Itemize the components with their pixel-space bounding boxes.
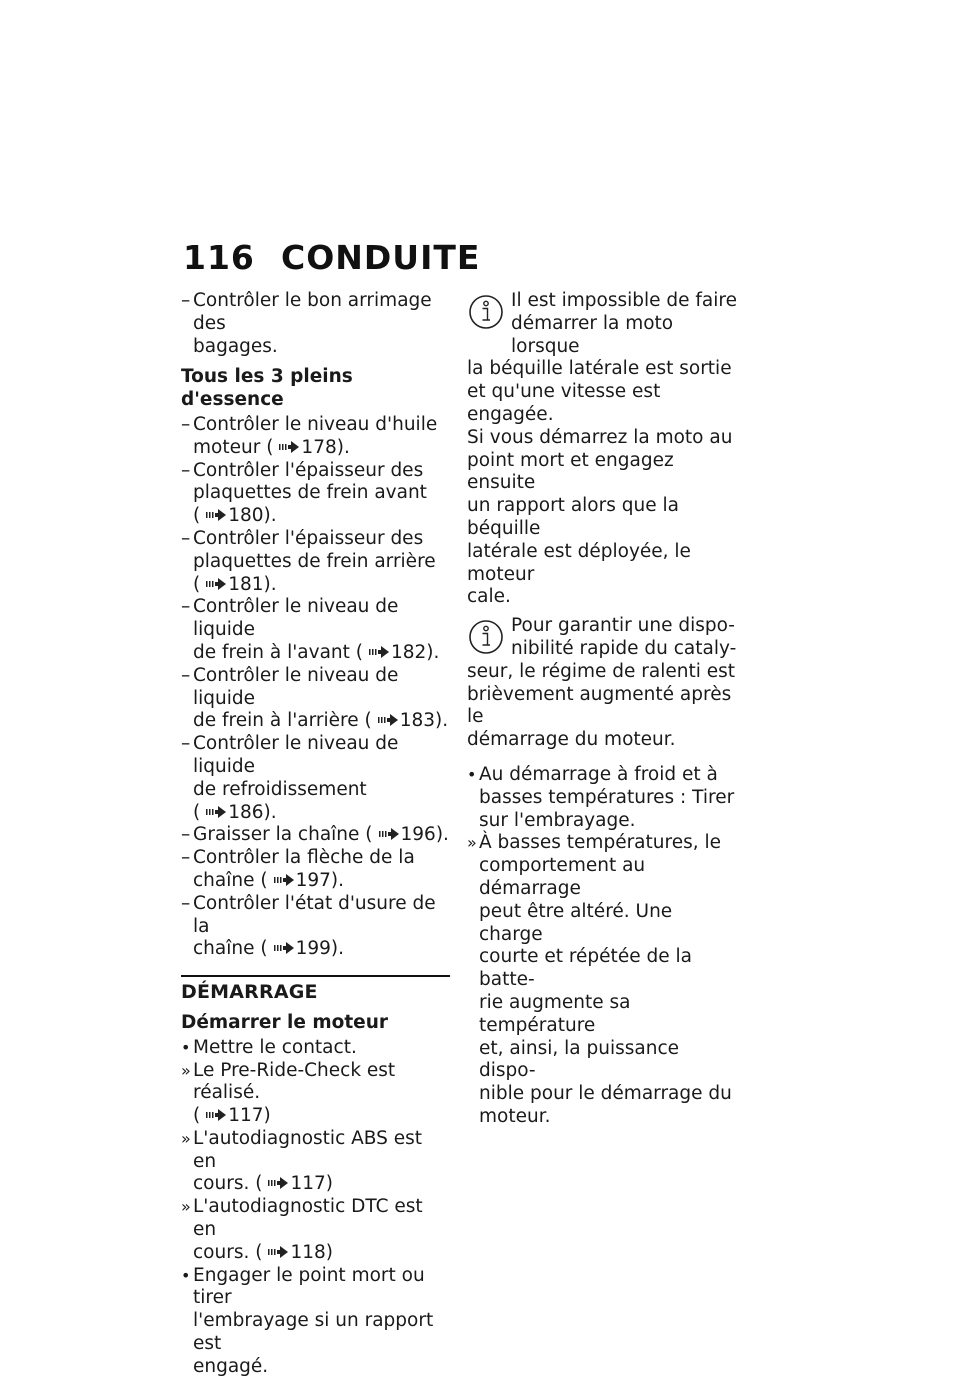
list-item: • Au démarrage à froid et à basses températures : Tirer sur l'embrayage. — [467, 763, 735, 831]
list-item: » Le Pre-Ride-Check est réalisé. ( 117) — [181, 1059, 396, 1127]
subheading-start-engine: Démarrer le moteur — [181, 1011, 389, 1033]
list-item: » L'autodiagnostic DTC est en cours. ( 118) — [181, 1196, 423, 1263]
subheading-fuel-interval: Tous les 3 pleins d'essence — [181, 366, 353, 411]
list-item: – Contrôler l'épaisseur des plaquettes de frein arrière ( 181). — [181, 527, 436, 595]
page-reference-arrow-icon — [206, 1109, 226, 1121]
page-reference[interactable]: ( 199). — [260, 938, 345, 960]
page-reference-arrow-icon — [268, 1246, 288, 1258]
list-item: » L'autodiagnostic ABS est en cours. ( 117) — [181, 1127, 423, 1195]
list-item: – Contrôler le niveau de liquide de refroidissement ( 186). — [181, 733, 399, 823]
list-item: – Graisser la chaîne ( 196). — [181, 824, 449, 846]
page-header — [183, 238, 480, 277]
page-reference[interactable]: ( 183). — [364, 710, 449, 732]
page-reference[interactable]: ( 180). — [193, 505, 277, 527]
list-item: – Contrôler l'épaisseur des plaquettes de frein avant ( 180). — [181, 459, 427, 527]
page-reference-arrow-icon — [279, 441, 299, 453]
page-reference[interactable]: ( 118) — [255, 1241, 333, 1263]
page-reference-arrow-icon — [378, 714, 398, 726]
left-column — [181, 290, 451, 1379]
section-title: DÉMARRAGE — [181, 981, 318, 1004]
page-number: 116 — [183, 238, 255, 277]
right-column — [467, 290, 737, 1129]
page-reference[interactable]: ( 197). — [260, 869, 345, 891]
section-divider — [181, 975, 450, 977]
page-reference-arrow-icon — [268, 1177, 288, 1189]
page-reference-arrow-icon — [369, 646, 389, 658]
list-item: – Contrôler le niveau de liquide de frein à l'avant ( 182). — [181, 596, 440, 663]
page-reference[interactable]: ( 117) — [255, 1173, 333, 1195]
list-item: – Contrôler le niveau de liquide de frein à l'arrière ( 183). — [181, 664, 449, 732]
list-item: • Mettre le contact. — [181, 1036, 357, 1058]
page-reference[interactable]: ( 181). — [193, 573, 277, 595]
list-item: – Contrôler le niveau d'huile moteur ( 178). — [181, 413, 438, 458]
page-reference-arrow-icon — [206, 578, 226, 590]
page-reference[interactable]: ( 182). — [355, 641, 440, 663]
page-reference[interactable]: ( 117) — [193, 1105, 271, 1127]
list-item: • Engager le point mort ou tirer l'embrayage si un rapport est engagé. — [181, 1264, 434, 1377]
info-note: Pour garantir une dispo- nibilité rapide du cataly- seur, le régime de ralenti est brièvement augmenté après le démarrage du moteur. — [467, 615, 737, 751]
page-reference[interactable]: ( 186). — [193, 801, 277, 823]
list-item: – Contrôler la flèche de la chaîne ( 197). — [181, 847, 415, 891]
page-reference[interactable]: ( 178). — [266, 436, 350, 458]
page-reference-arrow-icon — [206, 509, 226, 521]
page-reference[interactable]: ( 196). — [365, 824, 449, 846]
info-icon — [467, 292, 505, 330]
info-icon — [467, 617, 505, 655]
chapter-title: CONDUITE — [281, 238, 481, 277]
page-reference-arrow-icon — [274, 942, 294, 954]
list-item: » À basses températures, le comportement au démarrage peut être altéré. Une charge courte et répétée de la batte- rie augmente sa température et, ainsi, la puissance dispo- nible pour le démarrage du moteur. — [467, 832, 732, 1127]
list-item: – Contrôler l'état d'usure de la chaîne ( 199). — [181, 892, 436, 960]
page-reference-arrow-icon — [379, 828, 399, 840]
list-item: – Contrôler le bon arrimage des bagages. — [181, 290, 432, 357]
page-reference-arrow-icon — [274, 874, 294, 886]
page-reference-arrow-icon — [206, 806, 226, 818]
info-note: Il est impossible de faire démarrer la moto lorsque la béquille latérale est sortie et qu'une vitesse est engagée. Si vous démarrez la moto au point mort et engagez ensuite un rapport alors que la béquille latérale est déployée, le moteur cale. — [467, 290, 737, 608]
